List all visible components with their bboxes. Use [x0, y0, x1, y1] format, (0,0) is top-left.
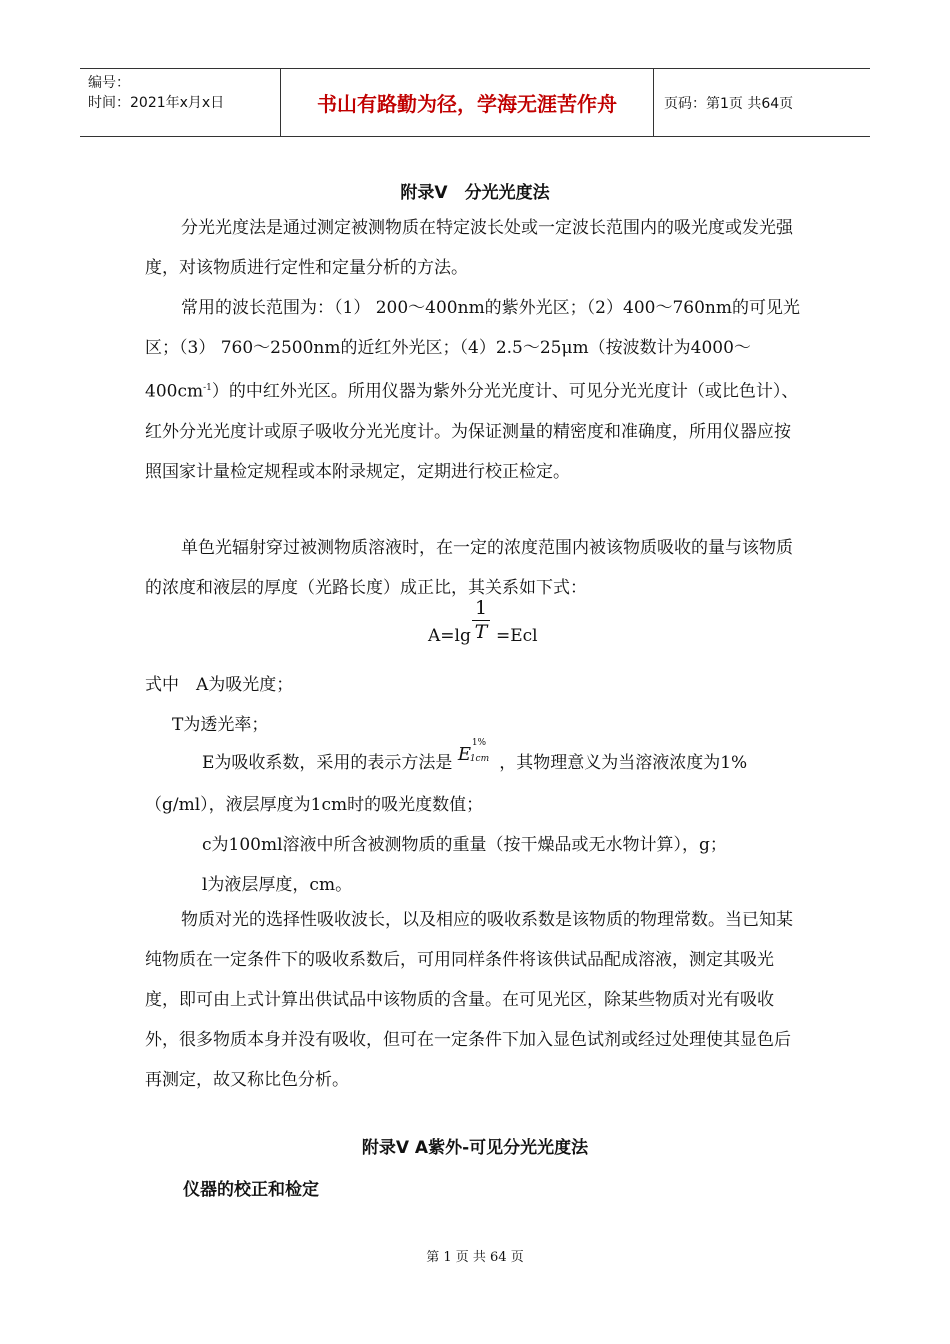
paragraph-colorimetry: 物质对光的选择性吸收波长，以及相应的吸收系数是该物质的物理常数。当已知某纯物质在一定条件下的吸收系数后，可用同样条件将该供试品配成溶液，测定其吸光度，即可由上式计算出供试品中该物质的含量。在可见光区，除某些物质对光有吸收外，很多物质本身并没有吸收，但可在一定条件下加入显色试剂或经过处理使其显色后再测定，故又称比色分析。	[145, 910, 793, 1090]
number-label: 编号：	[88, 75, 130, 91]
definition-t: T为透光率；	[172, 715, 269, 735]
def-e-text-a: E为吸收系数，采用的表示方法是	[202, 753, 453, 773]
header-meta	[80, 69, 281, 136]
beer-lambert-formula	[428, 596, 568, 656]
para2-superscript: -1	[203, 383, 212, 393]
formula-denominator: T	[474, 621, 488, 643]
def-e-text-b: ，其物理意义为当溶液浓度为1%	[499, 753, 748, 773]
definition-c: c为100ml溶液中所含被测物质的重量（按干燥品或无水物计算），g；	[202, 835, 727, 855]
definition-l: l为液层厚度，cm。	[202, 875, 353, 895]
paragraph-beer-law: 单色光辐射穿过被测物质溶液时，在一定的浓度范围内被该物质吸收的量与该物质的浓度和液层的厚度（光路长度）成正比，其关系如下式：	[145, 538, 793, 598]
formula-right: =Ecl	[496, 626, 538, 646]
paragraph-intro: 分光光度法是通过测定被测物质在特定波长处或一定波长范围内的吸光度或发光强度，对该物质进行定性和定量分析的方法。	[145, 218, 793, 278]
page-footer: 第 1 页 共 64 页	[426, 1250, 524, 1265]
definition-e-cont: （g/ml），液层厚度为1cm时的吸光度数值；	[145, 795, 484, 815]
header-page-info: 页码：第1页 共64页	[664, 95, 794, 112]
definition-e	[202, 738, 748, 773]
formula-left: A=lg	[428, 626, 471, 646]
subsection-title: 附录Ⅴ A紫外-可见分光光度法	[361, 1138, 589, 1158]
subsection-heading: 仪器的校正和检定	[183, 1180, 319, 1200]
para2-text-a: 常用的波长范围为：（1） 200～400nm的紫外光区；（2）400～760nm的可见光区；（3） 760～2500nm的近红外光区；（4）2.5～25μm（按波数计为4000～ 400cm	[145, 298, 800, 402]
paragraph-wavelength	[145, 288, 805, 492]
section-title: 附录Ⅴ 分光光度法	[400, 183, 550, 203]
page-header	[80, 68, 870, 137]
e-symbol-letter: E	[457, 744, 471, 765]
e-symbol-sup: 1%	[471, 738, 487, 748]
header-motto: 书山有路勤为径，学海无涯苦作舟	[281, 69, 654, 136]
definition-a: 式中 A为吸光度；	[145, 675, 294, 695]
para2-text-b: ）的中红外光区。所用仪器为紫外分光光度计、可见分光光度计（或比色计）、红外分光光度计或原子吸收分光光度计。为保证测量的精密度和准确度，所用仪器应按照国家计量检定规程或本附录规定，定期进行校正检定。	[145, 381, 799, 482]
formula-numerator: 1	[474, 597, 488, 619]
formula-fraction	[472, 596, 490, 643]
time-label: 时间：2021年x月x日	[88, 95, 225, 111]
e-symbol	[457, 738, 494, 768]
e-symbol-sub: 1cm	[469, 754, 490, 764]
